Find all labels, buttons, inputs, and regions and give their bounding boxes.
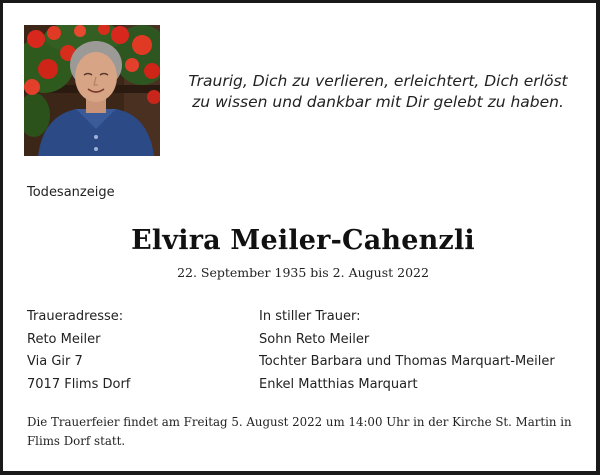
mourner-line: Sohn Reto Meiler	[259, 331, 370, 347]
mourners-block	[259, 306, 555, 396]
notice-label: Todesanzeige	[27, 185, 115, 200]
portrait-photo	[24, 25, 160, 156]
deceased-name: Elvira Meiler-Cahenzli	[131, 225, 475, 256]
mourner-line: Enkel Matthias Marquart	[259, 376, 418, 392]
mourners-heading: In stiller Trauer:	[259, 309, 361, 324]
motto-quote	[168, 71, 588, 113]
motto-line-1: Traurig, Dich zu verlieren, erleichtert, Dich erlöst	[188, 72, 568, 90]
address-line: Via Gir 7	[27, 354, 83, 369]
mourner-line: Tochter Barbara und Thomas Marquart-Meiler	[259, 354, 555, 369]
mourning-address-block	[27, 306, 130, 396]
address-line: Reto Meiler	[27, 331, 101, 347]
address-heading: Traueradresse:	[27, 309, 124, 324]
funeral-service-note: Die Trauerfeier findet am Freitag 5. August 2022 um 14:00 Uhr in der Kirche St. Martin in Flims Dorf statt.	[27, 415, 572, 448]
life-dates: 22. September 1935 bis 2. August 2022	[177, 265, 429, 280]
address-line: 7017 Flims Dorf	[27, 376, 131, 392]
motto-line-2: zu wissen und dankbar mit Dir gelebt zu haben.	[192, 93, 564, 111]
